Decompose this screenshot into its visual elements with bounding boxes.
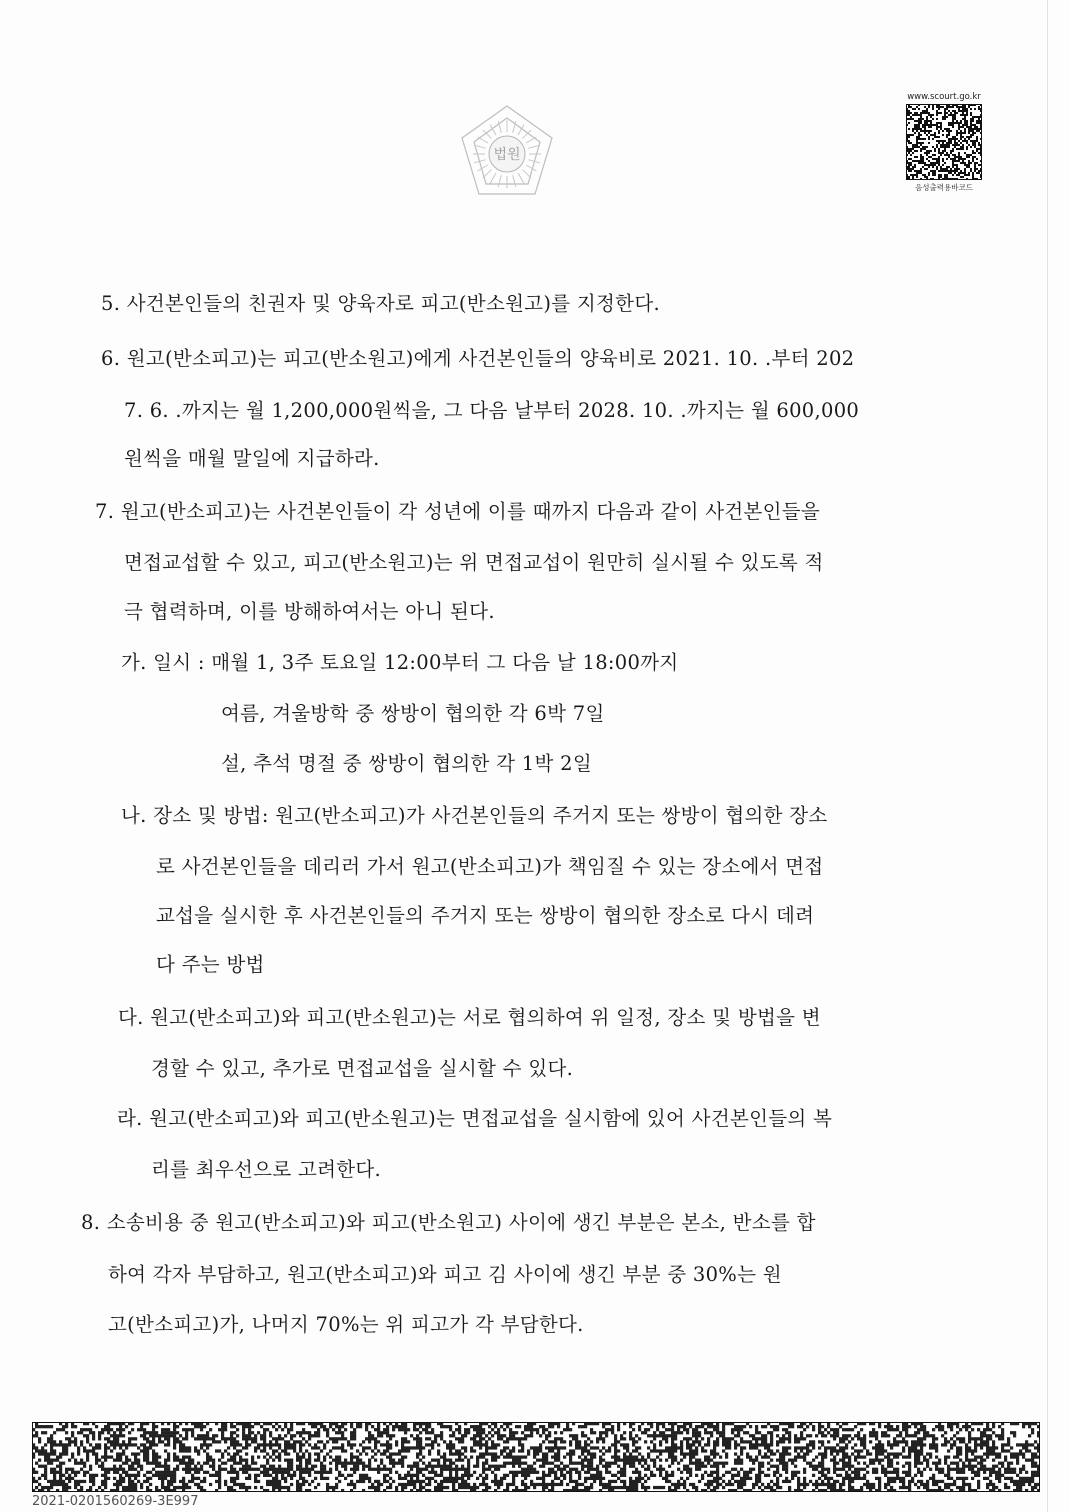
subclause-ga-line-3: 설, 추석 명절 중 쌍방이 협의한 각 1박 2일	[221, 752, 592, 775]
subclause-ra-line-2: 리를 최우선으로 고려한다.	[151, 1158, 382, 1181]
subclause-ga-line-2: 여름, 겨울방학 중 쌍방이 협의한 각 6박 7일	[221, 702, 605, 725]
court-url: www.scourt.go.kr	[907, 92, 981, 102]
subclause-ra: 라. 원고(반소피고)와 피고(반소원고)는 면접교섭을 실시함에 있어 사건본인들의 복	[117, 1107, 833, 1130]
clause-number: 6.	[101, 347, 121, 370]
court-emblem-icon	[452, 98, 562, 208]
document-barcode-icon	[32, 1422, 1040, 1492]
clause-8	[81, 1207, 816, 1235]
document-number: 2021-0201560269-3E997	[32, 1494, 199, 1509]
clause-8-line-2: 하여 각자 부담하고, 원고(반소피고)와 피고 김 사이에 생긴 부분 중 30%는 원	[108, 1263, 782, 1286]
barcode-caption: 음성출력용바코드	[915, 183, 973, 192]
clause-5	[101, 288, 660, 316]
clause-number: 7.	[95, 500, 115, 523]
clause-7-line-2: 면접교섭할 수 있고, 피고(반소원고)는 위 면접교섭이 원만히 실시될 수 있도록 적	[124, 551, 824, 574]
emblem-label: 법원	[493, 147, 521, 163]
clause-6-line-3: 원씩을 매월 말일에 지급하라.	[124, 447, 380, 470]
clause-text: 소송비용 중 원고(반소피고)와 피고(반소원고) 사이에 생긴 부분은 본소, 반소를 합	[106, 1211, 816, 1234]
subclause-na-line-4: 다 주는 방법	[156, 953, 265, 976]
clause-text: 사건본인들의 친권자 및 양육자로 피고(반소원고)를 지정한다.	[126, 292, 660, 315]
subclause-da: 다. 원고(반소피고)와 피고(반소원고)는 서로 협의하여 위 일정, 장소 및 방법을 변	[118, 1006, 821, 1029]
clause-7-line-3: 극 협력하며, 이를 방해하여서는 아니 된다.	[124, 600, 495, 623]
subclause-ga: 가. 일시 : 매월 1, 3주 토요일 12:00부터 그 다음 날 18:00까지	[121, 651, 679, 674]
subclause-na-line-3: 교섭을 실시한 후 사건본인들의 주거지 또는 쌍방이 협의한 장소로 다시 데려	[156, 904, 815, 927]
clause-6-line-2: 7. 6. .까지는 월 1,200,000원씩을, 그 다음 날부터 2028. 10. .까지는 월 600,000	[124, 399, 860, 422]
clause-number: 8.	[81, 1211, 101, 1234]
clause-8-line-3: 고(반소피고)가, 나머지 70%는 위 피고가 각 부담한다.	[108, 1313, 584, 1336]
clause-7	[95, 496, 820, 524]
page-edge-line	[1047, 0, 1048, 1512]
qr-code-icon	[906, 104, 982, 180]
subclause-na-line-2: 로 사건본인들을 데리러 가서 원고(반소피고)가 책임질 수 있는 장소에서 면접	[156, 855, 824, 878]
clause-text: 원고(반소피고)는 사건본인들이 각 성년에 이를 때까지 다음과 같이 사건본인들을	[120, 500, 821, 523]
clause-6	[101, 343, 854, 371]
subclause-da-line-2: 경할 수 있고, 추가로 면접교섭을 실시할 수 있다.	[151, 1057, 574, 1080]
subclause-na: 나. 장소 및 방법: 원고(반소피고)가 사건본인들의 주거지 또는 쌍방이 협의한 장소	[121, 804, 828, 827]
clause-text: 원고(반소피고)는 피고(반소원고)에게 사건본인들의 양육비로 2021. 10. .부터 202	[126, 347, 855, 370]
voice-output-barcode	[900, 92, 988, 200]
clause-number: 5.	[101, 292, 121, 315]
